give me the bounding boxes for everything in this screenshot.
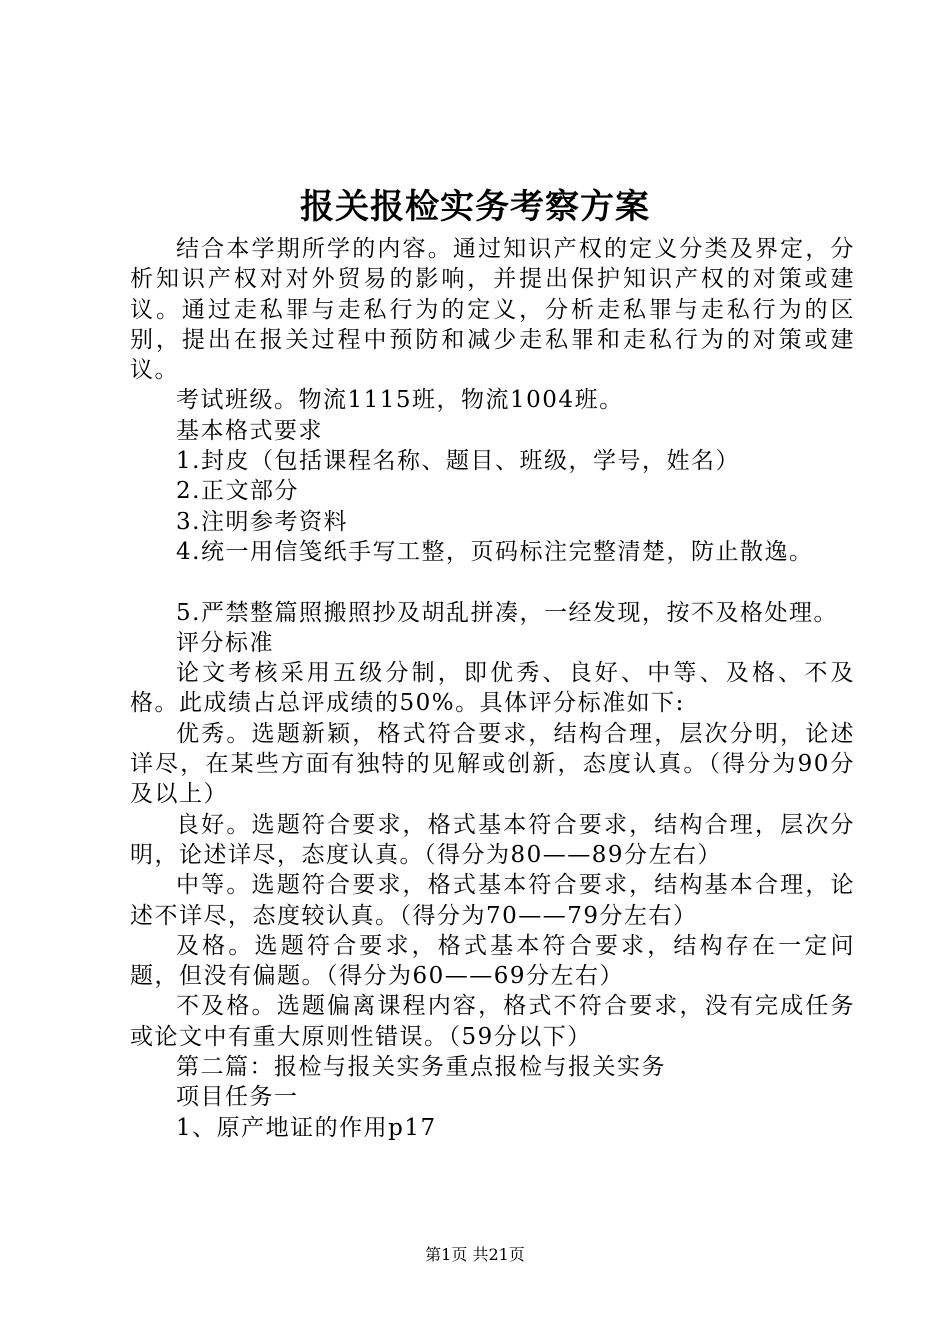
paragraph-grade-pass: 及格。选题符合要求，格式基本符合要求，结构存在一定问题，但没有偏题。（得分为60——69分左右） <box>130 932 855 990</box>
document-body <box>130 234 855 1143</box>
paragraph-grade-good: 良好。选题符合要求，格式基本符合要求，结构合理，层次分明，论述详尽，态度认真。（得分为80——89分左右） <box>130 811 855 868</box>
paragraph-grading-intro: 论文考核采用五级分制，即优秀、良好、中等、及格、不及格。此成绩占总评成绩的50%。具体评分标准如下: <box>130 660 855 717</box>
list-item-references: 3.注明参考资料 <box>176 508 348 535</box>
section-heading-part-two: 第二篇：报检与报关实务重点报检与报关实务 <box>176 1054 666 1081</box>
page-footer: 第1页 共21页 <box>425 1245 525 1264</box>
paragraph-grade-excellent: 优秀。选题新颖，格式符合要求，结构合理，层次分明，论述详尽，在某些方面有独特的见解或创新，态度认真。（得分为90分及以上） <box>130 720 855 808</box>
section-heading-grading: 评分标准 <box>176 629 274 656</box>
list-item-cover: 1.封皮（包括课程名称、题目、班级，学号，姓名） <box>176 448 740 475</box>
list-item-handwriting: 4.统一用信笺纸手写工整，页码标注完整清楚，防止散逸。 <box>176 538 814 565</box>
section-heading-task-one: 项目任务一 <box>176 1084 299 1111</box>
list-item-body: 2.正文部分 <box>176 478 299 505</box>
list-item-origin-certificate: 1、原产地证的作用p17 <box>176 1114 437 1141</box>
paragraph-intro: 结合本学期所学的内容。通过知识产权的定义分类及界定，分析知识产权对对外贸易的影响，并提出保护知识产权的对策或建议。通过走私罪与走私行为的定义，分析走私罪与走私行为的区别，提出在报关过程中预防和减少走私罪和走私行为的对策或建议。 <box>130 236 855 384</box>
section-heading-format: 基本格式要求 <box>176 417 323 444</box>
paragraph-grade-fail: 不及格。选题偏离课程内容，格式不符合要求，没有完成任务或论文中有重大原则性错误。（59分以下） <box>130 993 855 1050</box>
paragraph-grade-medium: 中等。选题符合要求，格式基本符合要求，结构基本合理，论述不详尽，态度较认真。（得分为70——79分左右） <box>130 872 855 929</box>
list-item-plagiarism: 5.严禁整篇照搬照抄及胡乱拼凑，一经发现，按不及格处理。 <box>176 599 838 626</box>
paragraph-exam-classes: 考试班级。物流1115班，物流1004班。 <box>176 387 624 414</box>
document-title: 报关报检实务考察方案 <box>300 187 650 227</box>
